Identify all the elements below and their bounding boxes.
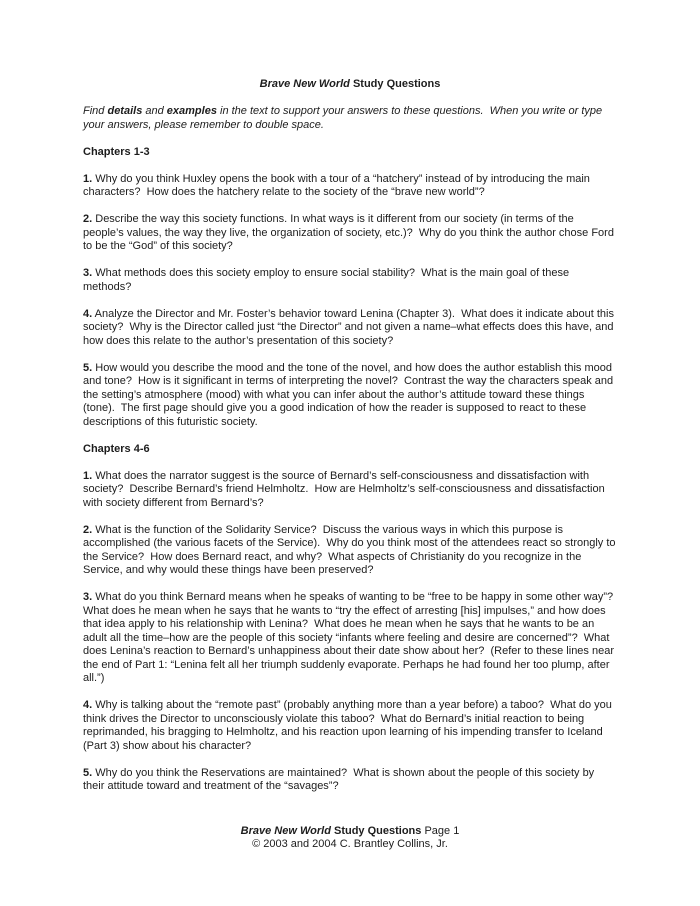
instructions-bold-examples: examples bbox=[166, 105, 217, 117]
instructions-bold-details: details bbox=[107, 105, 143, 117]
footer-copyright: © 2003 and 2004 C. Brantley Collins, Jr. bbox=[252, 838, 448, 850]
question-paragraph bbox=[83, 470, 617, 511]
question-paragraph bbox=[83, 591, 620, 686]
question-number: 5. bbox=[83, 766, 93, 779]
question-paragraph bbox=[83, 213, 617, 254]
instructions-text: in the text to support your answers to these questions. When you write or type your answers, please remember to double space. bbox=[83, 105, 606, 131]
question-text: Why do you think the Reservations are maintained? What is shown about the people of this society by their attitude toward and treatment of the “savages”? bbox=[83, 766, 598, 792]
footer-page-number: Page 1 bbox=[421, 824, 460, 837]
question-number: 4. bbox=[83, 307, 93, 320]
section-heading-chapters-4-6: Chapters 4-6 bbox=[83, 442, 150, 455]
book-title: Brave New World bbox=[259, 78, 350, 90]
question-text: Analyze the Director and Mr. Foster’s behavior toward Lenina (Chapter 3). What does it indicate about this society? Why is the Director called just “the Director” and not given a name–what effects does this have, and how does this relate to the author’s presentation of this society? bbox=[83, 307, 618, 347]
question-number: 3. bbox=[83, 267, 93, 279]
question-paragraph bbox=[83, 267, 617, 294]
instructions-text: and bbox=[142, 105, 167, 117]
question-text: Why is talking about the “remote past” (probably anything more than a year before) a taboo? What do you think drives the Director to unconsciously violate this taboo? What do Bernard’s initial reaction to being reprimanded, his bragging to Helmholtz, and his reaction upon learning of his impending transfer to Iceland (Part 3) show about his character? bbox=[83, 699, 615, 752]
footer-book-title: Brave New World bbox=[240, 824, 331, 837]
question-text: Describe the way this society functions. In what ways is it different from our society (in terms of the people’s values, the way they live, the organization of society, etc.)? Why do you think the author chose Ford to be the “God” of this society? bbox=[83, 213, 618, 252]
page-title bbox=[83, 78, 617, 92]
question-paragraph bbox=[83, 524, 617, 578]
section-heading-chapters-1-3: Chapters 1-3 bbox=[83, 145, 150, 158]
question-paragraph bbox=[83, 767, 617, 794]
question-number: 3. bbox=[83, 591, 93, 603]
question-paragraph bbox=[83, 362, 617, 430]
question-number: 5. bbox=[83, 361, 93, 374]
footer-title-suffix: Study Questions bbox=[330, 824, 422, 837]
question-number: 1. bbox=[83, 172, 93, 185]
question-number: 4. bbox=[83, 699, 93, 711]
question-paragraph bbox=[83, 699, 617, 753]
instructions-paragraph bbox=[83, 105, 617, 132]
question-text: What do you think Bernard means when he speaks of wanting to be “free to be happy in some other way”? What does he mean when he says that he wants to “try the effect of arresting [his] impulses,” and how does that idea apply to his relationship with Lenina? What does he mean when he says that he wants to be an adult all the time–how are the people of this society “infants where feeling and desire are concerned”? What does Lenina’s reaction to Bernard’s unhappiness about their date show about her? (Refer to these lines near the end of Part 1: “Lenina felt all her triumph suddenly evaporate. Perhaps he had found her too plump, after all.”) bbox=[83, 591, 620, 684]
question-text: What does the narrator suggest is the source of Bernard’s self-consciousness and dissatisfaction with society? Describe Bernard’s friend Helmholtz. How are Helmholtz’s self-consciousness and dissatisfaction with society different from Bernard’s? bbox=[83, 469, 608, 509]
page-footer bbox=[83, 825, 617, 852]
question-text: What is the function of the Solidarity Service? Discuss the various ways in which this purpose is accomplished (the various facets of the Service). Why do you think most of the attendees react so strongly to the Service? How does Bernard react, and why? What aspects of Christianity do you recognize in the Service, and why would these things have been preserved? bbox=[83, 523, 619, 576]
question-paragraph bbox=[83, 308, 617, 349]
title-suffix: Study Questions bbox=[349, 78, 441, 90]
question-text: Why do you think Huxley opens the book with a tour of a “hatchery” instead of by introducing the main characters? How does the hatchery relate to the society of the “brave new world”? bbox=[83, 172, 593, 198]
question-text: What methods does this society employ to ensure social stability? What is the main goal of these methods? bbox=[83, 267, 573, 293]
instructions-text: Find bbox=[83, 105, 108, 117]
question-text: How would you describe the mood and the tone of the novel, and how does the author establish this mood and tone? How is it significant in terms of interpreting the novel? Contrast the way the characters speak and the setting’s atmosphere (mood) with what you can infer about the author’s attitude toward these things (tone). The first page should give you a good indication of how the reader is supposed to react to these descriptions of this futuristic society. bbox=[83, 361, 617, 428]
question-number: 2. bbox=[83, 213, 93, 225]
question-paragraph bbox=[83, 173, 617, 200]
question-number: 1. bbox=[83, 469, 93, 482]
question-number: 2. bbox=[83, 523, 93, 536]
footer-doc-title bbox=[83, 825, 617, 839]
